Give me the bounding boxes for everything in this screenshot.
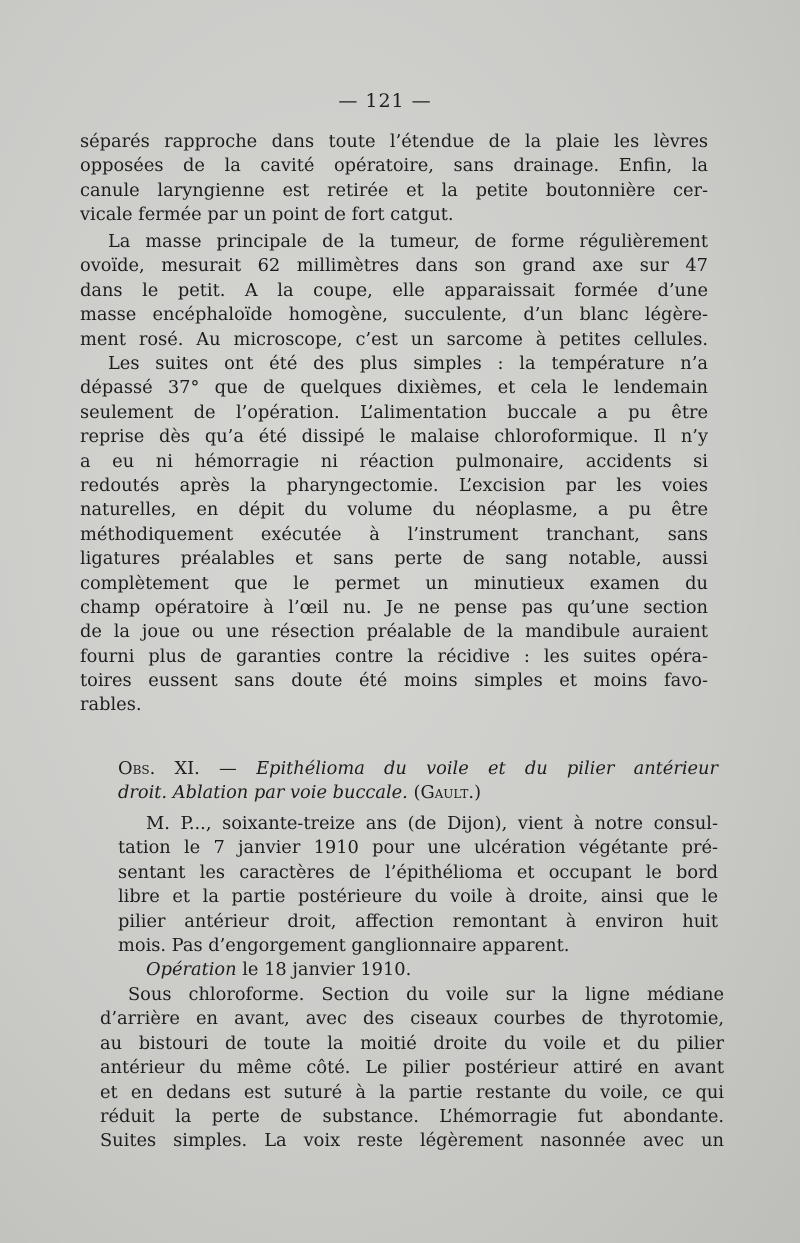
text-line: d’arrière en avant, avec des ciseaux courbes de thyrotomie, [100, 1008, 724, 1030]
text-line: Suites simples. La voix reste légèrement nasonnée avec un [100, 1130, 724, 1152]
paragraph-closing-operation [80, 130, 708, 228]
text-line: dépassé 37° que de quelques dixièmes, et cela le lendemain [80, 377, 708, 399]
text-line: sentant les caractères de l’épithélioma et occupant le bord [118, 861, 718, 883]
text-line: Sous chloroforme. Section du voile sur la ligne médiane [128, 984, 724, 1005]
text-line: M. P..., soixante-treize ans (de Dijon), vient à notre consul- [146, 813, 718, 834]
text-line: La masse principale de la tumeur, de forme régulièrement [108, 231, 708, 252]
observation-heading [118, 757, 718, 806]
text-line: complètement que le permet un minutieux examen du [80, 572, 708, 594]
text-line: ligatures préalables et sans perte de sang notable, aussi [80, 548, 708, 570]
text-line: séparés rapproche dans toute l’étendue de la plaie les lèvres [80, 131, 708, 152]
text-line: ovoïde, mesurait 62 millimètres dans son grand axe sur 47 [80, 255, 708, 277]
text-line: antérieur du même côté. Le pilier postérieur attiré en avant [100, 1057, 724, 1079]
operation-label: Opération [146, 959, 237, 980]
text-line: masse encéphaloïde homogène, succulente, d’un blanc légère- [80, 304, 708, 326]
text-line: redoutés après la pharyngectomie. L’excision par les voies [80, 474, 708, 496]
text-line: Les suites ont été des plus simples : la température n’a [108, 353, 708, 374]
operation-date-text: le 18 janvier 1910. [242, 959, 412, 980]
obs-title-cont: droit. Ablation par voie buccale. [118, 782, 408, 804]
text-line: naturelles, en dépit du volume du néoplasme, a pu être [80, 499, 708, 521]
text-line: toires eussent sans doute été moins simples et moins favo- [80, 670, 708, 692]
text-line: réduit la perte de substance. L’hémorragie fut abondante. [100, 1105, 724, 1127]
paragraph-patient [118, 812, 718, 958]
text-line: rables. [80, 694, 142, 716]
text-line: fourni plus de garanties contre la récidive : les suites opéra- [80, 645, 708, 667]
text-line: tation le 7 janvier 1910 pour une ulcération végétante pré- [118, 837, 718, 859]
text-line: et en dedans est suturé à la partie restante du voile, ce qui [100, 1081, 724, 1103]
text-line: reprise dès qu’a été dissipé le malaise chloroformique. Il n’y [80, 426, 708, 448]
heading-line [118, 757, 718, 781]
text-line: ment rosé. Au microscope, c’est un sarcome à petites cellules. [80, 328, 708, 350]
text-line [118, 958, 718, 982]
text-line: dans le petit. A la coupe, elle apparaissait formée d’une [80, 279, 708, 301]
text-line: de la joue ou une résection préalable de la mandibule auraient [80, 621, 708, 643]
text-line: vicale fermée par un point de fort catgut. [80, 204, 454, 226]
text-line: canule laryngienne est retirée et la petite boutonnière cer- [80, 179, 708, 201]
text-line: méthodiquement exécutée à l’instrument tranchant, sans [80, 523, 708, 545]
paragraph-procedure [100, 983, 724, 1154]
text-line: seulement de l’opération. L’alimentation buccale a pu être [80, 401, 708, 423]
author-open: ( [413, 782, 421, 804]
text-line: a eu ni hémorragie ni réaction pulmonaire, accidents si [80, 450, 708, 472]
text-line: champ opératoire à l’œil nu. Je ne pense pas qu’une section [80, 596, 708, 618]
heading-line [118, 781, 718, 805]
paragraph-tumor-description [80, 230, 708, 352]
text-line: libre et la partie postérieure du voile à droite, ainsi que le [118, 886, 718, 908]
text-line: opposées de la cavité opératoire, sans drainage. Enfin, la [80, 155, 708, 177]
operation-date [118, 958, 718, 982]
obs-label: Obs. XI. — [118, 758, 237, 779]
text-line: pilier antérieur droit, affection remontant à environ huit [118, 910, 718, 932]
page-number: — 121 — [338, 90, 432, 112]
obs-title: Epithélioma du voile et du pilier antérieur [256, 758, 718, 779]
author-name: Gault [420, 782, 469, 804]
text-line: au bistouri de toute la moitié droite du voile et du pilier [100, 1032, 724, 1054]
text-line: mois. Pas d’engorgement ganglionnaire apparent. [118, 934, 570, 956]
author-close: .) [468, 782, 482, 804]
paragraph-post-operative [80, 352, 708, 718]
